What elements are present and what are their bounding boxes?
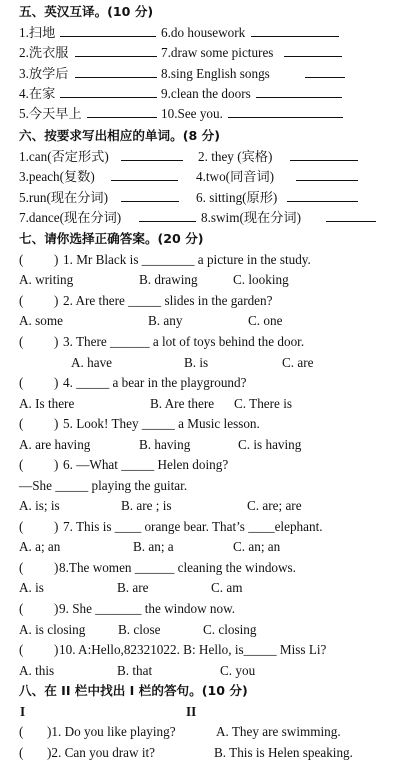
question-row [0, 250, 417, 270]
s5-item-right: 8.sing English songs [161, 66, 270, 81]
s5-item-right: 6.do housework [161, 25, 246, 40]
s5-item-right: 10.See you. [161, 106, 223, 121]
answer-blank[interactable] [305, 64, 345, 78]
answer-paren-close: ) [54, 375, 59, 390]
s6-item-left: 5.run(现在分词) [19, 190, 109, 205]
option-a[interactable]: A. is [19, 580, 44, 595]
option-a[interactable]: A. some [19, 313, 63, 328]
s6-row [0, 188, 417, 208]
question-row [0, 414, 417, 434]
answer-paren-open[interactable]: ( [19, 560, 24, 575]
match-row [0, 722, 417, 742]
option-c[interactable]: C. are [282, 355, 314, 370]
question-row [0, 517, 417, 537]
options-row [0, 435, 417, 455]
s6-item-right: 2. they (宾格) [198, 149, 273, 164]
match-answer: B. This is Helen speaking. [214, 745, 353, 760]
question-text: 5. Look! They _____ a Music lesson. [63, 416, 260, 431]
option-c[interactable]: C. are; are [247, 498, 302, 513]
answer-paren-open[interactable]: ( [19, 293, 24, 308]
option-a[interactable]: A. Is there [19, 396, 75, 411]
question-text: 1. Mr Black is ________ a picture in the study. [63, 252, 311, 267]
option-b[interactable]: B. an; a [133, 539, 174, 554]
option-c[interactable]: C. am [211, 580, 243, 595]
column-i-header: I [20, 704, 26, 719]
question-row [0, 455, 417, 475]
option-a[interactable]: A. writing [19, 272, 74, 287]
answer-paren-close: ) [54, 457, 59, 472]
answer-paren-open[interactable]: ( [19, 519, 24, 534]
answer-blank[interactable] [256, 84, 342, 98]
match-row [0, 743, 417, 763]
answer-blank[interactable] [75, 43, 157, 57]
match-question: )2. Can you draw it? [47, 745, 156, 760]
s6-row [0, 167, 417, 187]
answer-blank[interactable] [284, 43, 342, 57]
question-row [0, 291, 417, 311]
question-row [0, 640, 417, 660]
options-row [0, 270, 417, 290]
option-a[interactable]: A. this [19, 663, 55, 678]
answer-paren-open[interactable]: ( [19, 416, 24, 431]
answer-blank[interactable] [121, 147, 183, 161]
question-text: 4. _____ a bear in the playground? [63, 375, 247, 390]
answer-paren-open[interactable]: ( [19, 457, 24, 472]
answer-paren-open[interactable]: ( [19, 601, 24, 616]
answer-blank[interactable] [111, 167, 178, 181]
options-row [0, 311, 417, 331]
option-c[interactable]: C. closing [203, 622, 257, 637]
answer-blank[interactable] [121, 188, 179, 202]
options-row [0, 394, 417, 414]
answer-blank[interactable] [228, 104, 343, 118]
option-c[interactable]: C. There is [234, 396, 292, 411]
options-row [0, 578, 417, 598]
answer-blank[interactable] [60, 84, 157, 98]
s5-row [0, 64, 417, 84]
s5-row [0, 23, 417, 43]
s6-item-right: 8.swim(现在分词) [201, 210, 302, 225]
question-text-continued: —She _____ playing the guitar. [19, 478, 188, 493]
answer-blank[interactable] [287, 188, 358, 202]
answer-paren-close: ) [54, 519, 59, 534]
section-5-title: 五、英汉互译。(10 分) [19, 4, 154, 19]
section-8-title: 八、在 II 栏中找出 I 栏的答句。(10 分) [19, 683, 248, 698]
option-b[interactable]: B. is [184, 355, 209, 370]
question-text: 6. —What _____ Helen doing? [63, 457, 229, 472]
question-row [0, 599, 417, 619]
answer-blank[interactable] [326, 208, 376, 222]
s6-item-left: 1.can(否定形式) [19, 149, 109, 164]
s5-item-left: 3.放学后 [19, 66, 69, 81]
option-c[interactable]: C. is having [238, 437, 302, 452]
s5-row [0, 43, 417, 63]
option-a[interactable]: A. have [71, 355, 113, 370]
answer-paren-close: ) [54, 252, 59, 267]
option-a[interactable]: A. is closing [19, 622, 86, 637]
answer-paren-close: ) [54, 560, 59, 575]
answer-paren-close: ) [54, 416, 59, 431]
question-text: 7. This is ____ orange bear. That’s ____elephant. [63, 519, 323, 534]
option-b[interactable]: B. that [117, 663, 153, 678]
s5-row [0, 84, 417, 104]
question-row [0, 558, 417, 578]
options-row [0, 620, 417, 640]
answer-blank[interactable] [87, 104, 157, 118]
column-header-row [0, 702, 417, 722]
question-text: 3. There ______ a lot of toys behind the door. [63, 334, 305, 349]
section-7-title: 七、请你选择正确答案。(20 分) [19, 231, 204, 246]
answer-paren-open[interactable]: ( [19, 642, 24, 657]
option-a[interactable]: A. is; is [19, 498, 60, 513]
answer-paren-open[interactable]: ( [19, 334, 24, 349]
s5-row [0, 104, 417, 124]
match-question: )1. Do you like playing? [47, 724, 176, 739]
option-c[interactable]: C. an; an [233, 539, 281, 554]
answer-paren-close: ) [54, 642, 59, 657]
answer-paren-close: ) [54, 334, 59, 349]
answer-paren-close: ) [54, 601, 59, 616]
answer-blank[interactable] [290, 147, 358, 161]
answer-paren-open[interactable]: ( [19, 252, 24, 267]
option-c[interactable]: C. looking [233, 272, 289, 287]
s5-item-left: 2.洗衣服 [19, 45, 69, 60]
options-row [0, 353, 417, 373]
s6-item-right: 6. sitting(原形) [196, 190, 278, 205]
answer-paren-close: ) [54, 293, 59, 308]
s5-item-left: 5.今天早上 [19, 106, 82, 121]
s5-item-right: 7.draw some pictures [161, 45, 274, 60]
question-text: 10. A:Hello,82321022. B: Hello, is_____ Miss Li? [59, 642, 327, 657]
question-text: 8.The women ______ cleaning the windows. [59, 560, 296, 575]
options-row [0, 496, 417, 516]
column-ii-header: II [186, 704, 197, 719]
question-text: 2. Are there _____ slides in the garden? [63, 293, 273, 308]
answer-paren-open[interactable]: ( [19, 724, 24, 739]
s6-item-right: 4.two(同音词) [196, 169, 275, 184]
option-c[interactable]: C. you [220, 663, 256, 678]
answer-paren-open[interactable]: ( [19, 375, 24, 390]
option-c[interactable]: C. one [248, 313, 283, 328]
option-a[interactable]: A. a; an [19, 539, 61, 554]
option-b[interactable]: B. Are there [150, 396, 215, 411]
option-b[interactable]: B. having [139, 437, 191, 452]
s5-item-left: 1.扫地 [19, 25, 56, 40]
option-b[interactable]: B. drawing [139, 272, 198, 287]
answer-paren-open[interactable]: ( [19, 745, 24, 760]
answer-blank[interactable] [296, 167, 358, 181]
question-row [0, 373, 417, 393]
s6-row [0, 147, 417, 167]
options-row [0, 537, 417, 557]
options-row [0, 661, 417, 681]
option-b[interactable]: B. any [148, 313, 183, 328]
option-a[interactable]: A. are having [19, 437, 91, 452]
question-text: 9. She _______ the window now. [59, 601, 236, 616]
match-answer: A. They are swimming. [216, 724, 341, 739]
option-b[interactable]: B. are ; is [121, 498, 172, 513]
section-6-title: 六、按要求写出相应的单词。(8 分) [19, 128, 220, 143]
s5-item-right: 9.clean the doors [161, 86, 251, 101]
answer-blank[interactable] [251, 23, 339, 37]
s6-item-left: 3.peach(复数) [19, 169, 95, 184]
answer-blank[interactable] [139, 208, 196, 222]
s6-item-left: 7.dance(现在分词) [19, 210, 122, 225]
question-row-continued [0, 476, 417, 496]
s5-item-left: 4.在家 [19, 86, 56, 101]
option-b[interactable]: B. are [117, 580, 149, 595]
answer-blank[interactable] [60, 23, 156, 37]
question-row [0, 332, 417, 352]
s6-row [0, 208, 417, 228]
option-b[interactable]: B. close [118, 622, 161, 637]
answer-blank[interactable] [75, 64, 157, 78]
